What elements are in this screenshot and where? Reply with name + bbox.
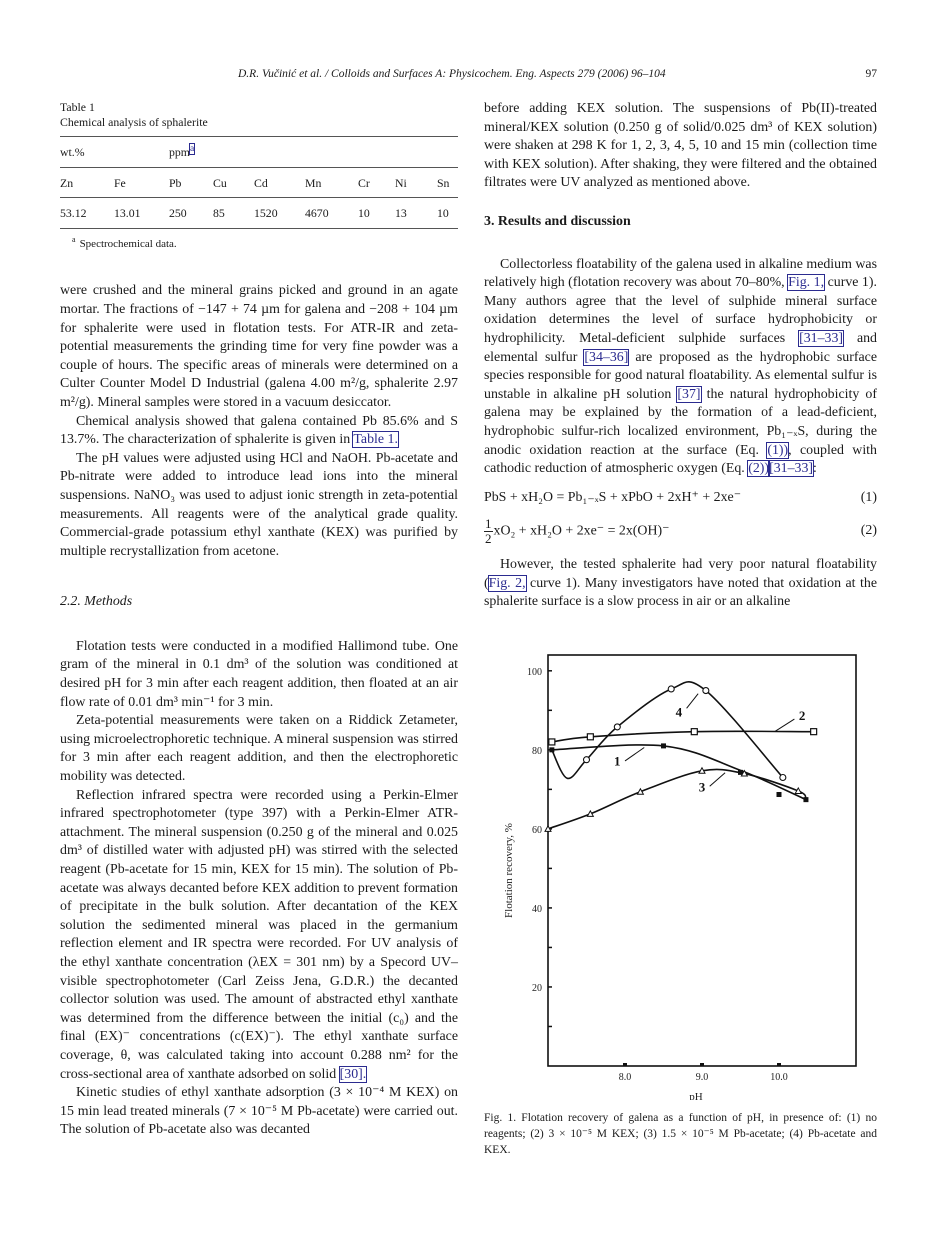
series-line (548, 769, 806, 828)
left-column (60, 100, 458, 1140)
series-line (552, 682, 783, 779)
y-tick-label: 80 (532, 745, 542, 757)
col-header: Ni (395, 167, 437, 198)
x-tick-label: 9.0 (695, 1072, 709, 1083)
cell: 13 (395, 198, 437, 229)
col-header: Fe (114, 167, 169, 198)
paragraph (484, 256, 877, 479)
paragraph (484, 556, 877, 612)
text: Collectorless floatability of the galena used in alkaline medium was relatively high (flotation recovery was about 70–80%, (484, 256, 877, 291)
open-square-marker (587, 734, 593, 740)
open-square-marker (549, 739, 555, 745)
x-tick-label: 8.0 (618, 1072, 632, 1083)
x-axis-label: pH (689, 1091, 703, 1100)
figure-1-chart (496, 652, 864, 1100)
series-line (552, 745, 806, 800)
table-footnote (60, 235, 458, 254)
cell: 10 (358, 198, 395, 229)
x-tick (700, 1063, 704, 1066)
series-2 (549, 729, 817, 745)
y-tick-label: 20 (532, 982, 542, 994)
col-header: Mn (305, 167, 358, 198)
series-1 (549, 743, 808, 802)
open-square-marker (811, 729, 817, 735)
ref-37-link[interactable]: [37] (677, 386, 701, 402)
journal-citation: D.R. Vučinić et al. / Colloids and Surfaces A: Physicochem. Eng. Aspects 279 (2006) 96–104 (238, 68, 666, 80)
series-3 (545, 768, 806, 832)
text: curve 1). Many investigators have noted that oxidation at the sphalerite surface is a slow process in air or an alkaline (484, 575, 877, 610)
paragraph: before adding KEX solution. The suspensions of Pb(II)-treated mineral/KEX solution (0.250 g of solid/0.025 dm³ of KEX solution) were shaken at 298 K for 1, 2, 3, 4, 5, 10 and 15 min (collection time with KEX solution). After shaking, they were filtered and the obtained filtrates were UV analyzed as mentioned above. (484, 101, 877, 191)
text: the natural hydrophobicity of galena may be explained by the formation of a lead-deficient, hydrophobic sulfur-rich localized environment, Pb₁₋ₓS, during the anodic oxidation reaction at the surface (Eq. (484, 386, 877, 458)
chemical-analysis-table (60, 136, 458, 229)
reference-30-link[interactable]: [30]. (339, 1066, 367, 1082)
paragraph (60, 787, 458, 1085)
col-header: Cu (213, 167, 254, 198)
ref-31-33-link-2[interactable]: [31–33] (769, 461, 814, 477)
eq-2-link[interactable]: (2)) (748, 461, 770, 477)
leader-line (775, 719, 794, 731)
open-circle-marker (614, 724, 620, 730)
ref-31-33-link[interactable]: [31–33] (799, 330, 844, 346)
footnote-mark: a (72, 235, 76, 245)
cell: 1520 (254, 198, 305, 229)
x-tick (777, 1063, 781, 1066)
equation-2-body (484, 517, 669, 546)
table-caption (60, 100, 458, 130)
equation-1-body: PbS + xH₂O = Pb₁₋ₓS + xPbO + 2xH⁺ + 2xe⁻ (484, 489, 742, 505)
open-circle-marker (703, 688, 709, 694)
text: , coupled with cathodic reduction of atmospheric oxygen (Eq. (484, 442, 877, 477)
right-column (484, 100, 877, 612)
equation-2-text: xO₂ + xH₂O + 2xe⁻ = 2x(OH)⁻ (493, 523, 670, 539)
paragraph: were crushed and the mineral grains picked and ground in an agate mortar. The fractions of −147 + 74 µm for galena and −208 + 104 µm for sphalerite were used in flotation tests. For ATR-IR and zeta-potential measurements the grinding time for very fine powder was a couple of hours. The specific areas of minerals were determined on a Culter Counter Model D Industrial (galena 4.00 m²/g, sphalerite 2.97 m²/g). Mineral samples were stored in a vacuum desiccator. (60, 283, 458, 410)
figure-1-caption: Fig. 1. Flotation recovery of galena as a function of pH, in presence of: (1) no reagents; (2) 3 × 10⁻⁵ M KEX; (3) 1.5 × 10⁻⁵ M Pb-acetate; (4) Pb-acetate and KEX. (484, 1112, 877, 1156)
fig-2-link[interactable]: Fig. 2, (488, 575, 526, 591)
paragraph: Kinetic studies of ethyl xanthate adsorption (3 × 10⁻⁴ M KEX) on 15 min lead treated minerals (7 × 10⁻⁵ M Pb-acetate) were carried out. The solution of Pb-acetate also was decanted (60, 1085, 458, 1138)
curve-label: 4 (675, 704, 683, 720)
curve-label: 3 (698, 779, 706, 795)
denominator: 2 (485, 531, 492, 547)
cell: 4670 (305, 198, 358, 229)
cell: 85 (213, 198, 254, 229)
open-circle-marker (780, 775, 786, 781)
x-tick-label: 10.0 (770, 1072, 788, 1083)
leader-line (687, 694, 699, 709)
y-axis-label: Flotation recovery, % (503, 823, 515, 918)
table-row (60, 198, 458, 229)
numerator: 1 (485, 516, 492, 532)
text: : (813, 461, 817, 477)
filled-square-marker (661, 743, 666, 748)
text: are proposed as the hydrophobic surface species responsible for good natural floatability. As elemental sulfur is unstable in alkaline pH solution (484, 349, 877, 402)
table-title: Chemical analysis of sphalerite (60, 115, 208, 129)
open-circle-marker (584, 757, 590, 763)
cell: 13.01 (114, 198, 169, 229)
ppm-label: ppm (169, 145, 190, 159)
paragraph (60, 413, 458, 450)
col-header: Sn (437, 167, 458, 198)
plot-frame (548, 655, 856, 1066)
y-tick-label: 40 (532, 903, 542, 915)
curve-label: 1 (614, 753, 621, 769)
y-tick-label: 100 (527, 666, 542, 678)
section-heading-results: 3. Results and discussion (484, 213, 631, 229)
text: However, the tested sphalerite had very poor natural floatability ( (484, 557, 877, 591)
paragraph-text: Reflection infrared spectra were recorded using a Perkin-Elmer infrared spectrophotometer (type 397) with a Perkin-Elmer ATR-attachment. The mineral suspension (0.250 g of the mineral and 0.025 dm³ of distilled water with adjusted pH) was stirred with the selected reagent (Pb-acetate for 15 min, KEX for 15 min). The solution of Pb-acetate was always decanted before KEX addition to prevent formation of precipitate in the bulk solution. After decantation of the KEX solution the sedimented mineral was placed in the germanium reflection element and IR spectra were recorded. For UV analysis of the ethyl xanthate concentration (λEX = 301 nm) by a Specord UV–visible spectrophotometer (Carl Zeiss Jena, G.D.R.) the decanted collector solution was used. The amount of abstracted ethyl xanthate was determined from the difference between the initial (c₀) and the final (EX)⁻ concentrations (c(EX)⁻). The ethyl xanthate surface coverage, θ, was calculated taking into account 0.288 nm² for the cross-sectional area of xanthate adsorbed on solid (60, 787, 458, 1082)
equation-2 (484, 517, 877, 546)
group-header-wt: wt.% (60, 137, 169, 168)
paragraph-text: Chemical analysis showed that galena contained Pb 85.6% and S 13.7%. The characterization of sphalerite is given in (60, 413, 458, 448)
col-header: Zn (60, 167, 114, 198)
ref-34-36-link[interactable]: [34–36] (584, 349, 629, 365)
paragraph: Flotation tests were conducted in a modified Hallimond tube. One gram of the mineral in 0.1 dm³ of the solution was conditioned at desired pH for 3 min after each reagent addition, then floated at an air flow rate of 0.01 dm³ min⁻¹ for 3 min. (60, 638, 458, 710)
col-header: Cr (358, 167, 395, 198)
cell: 250 (169, 198, 213, 229)
table-header-row (60, 167, 458, 198)
footnote-text: Spectrochemical data. (79, 237, 177, 250)
open-circle-marker (668, 686, 674, 692)
flotation-recovery-plot (496, 652, 864, 1100)
page-number: 97 (865, 68, 877, 80)
text: curve 1). Many authors agree that the level of sulphide mineral surface oxidation determines the level of surface hydrophobicity or hydrophilicity. Metal-deficient sulphide surfaces (484, 275, 877, 346)
equation-1-number: (1) (860, 489, 877, 505)
y-tick-label: 60 (532, 824, 542, 836)
equation-1 (484, 489, 877, 508)
footnote-link[interactable]: a (189, 144, 195, 155)
curve-label: 2 (798, 708, 806, 724)
running-head (60, 68, 877, 86)
eq-1-link[interactable]: (1)) (767, 442, 789, 458)
leader-line (710, 773, 725, 786)
text: and elemental sulfur (484, 330, 878, 365)
group-header-ppm (169, 137, 458, 168)
paragraph: The pH values were adjusted using HCl and NaOH. Pb-acetate and Pb-nitrate were added to introduce lead ions into the mineral suspensions. NaNO₃ was used to adjust ionic strength in zeta-potential measurements. All reagents were of the analytical grade quality. Commercial-grade potassium ethyl xanthate (KEX) was purified by multiple recrystallization from acetone. (60, 450, 458, 559)
equation-2-number: (2) (860, 523, 877, 539)
x-tick (623, 1063, 627, 1066)
table-1-link[interactable]: Table 1. (353, 432, 398, 448)
fraction (484, 517, 493, 546)
filled-square-marker (777, 792, 782, 797)
col-header: Cd (254, 167, 305, 198)
leader-line (625, 747, 644, 760)
section-heading-methods: 2.2. Methods (60, 594, 133, 610)
cell: 53.12 (60, 198, 114, 229)
col-header: Pb (169, 167, 213, 198)
table-group-header-row (60, 137, 458, 168)
fig-1-link[interactable]: Fig. 1, (788, 275, 825, 291)
table-label: Table 1 (60, 100, 95, 114)
open-square-marker (691, 729, 697, 735)
cell: 10 (437, 198, 458, 229)
paragraph: Zeta-potential measurements were taken on a Riddick Zetameter, using microelectrophoretic technique. A mineral suspension was stirred for 3 min after each reagent addition, and then the electrophoretic mobility was detected. (60, 713, 458, 785)
